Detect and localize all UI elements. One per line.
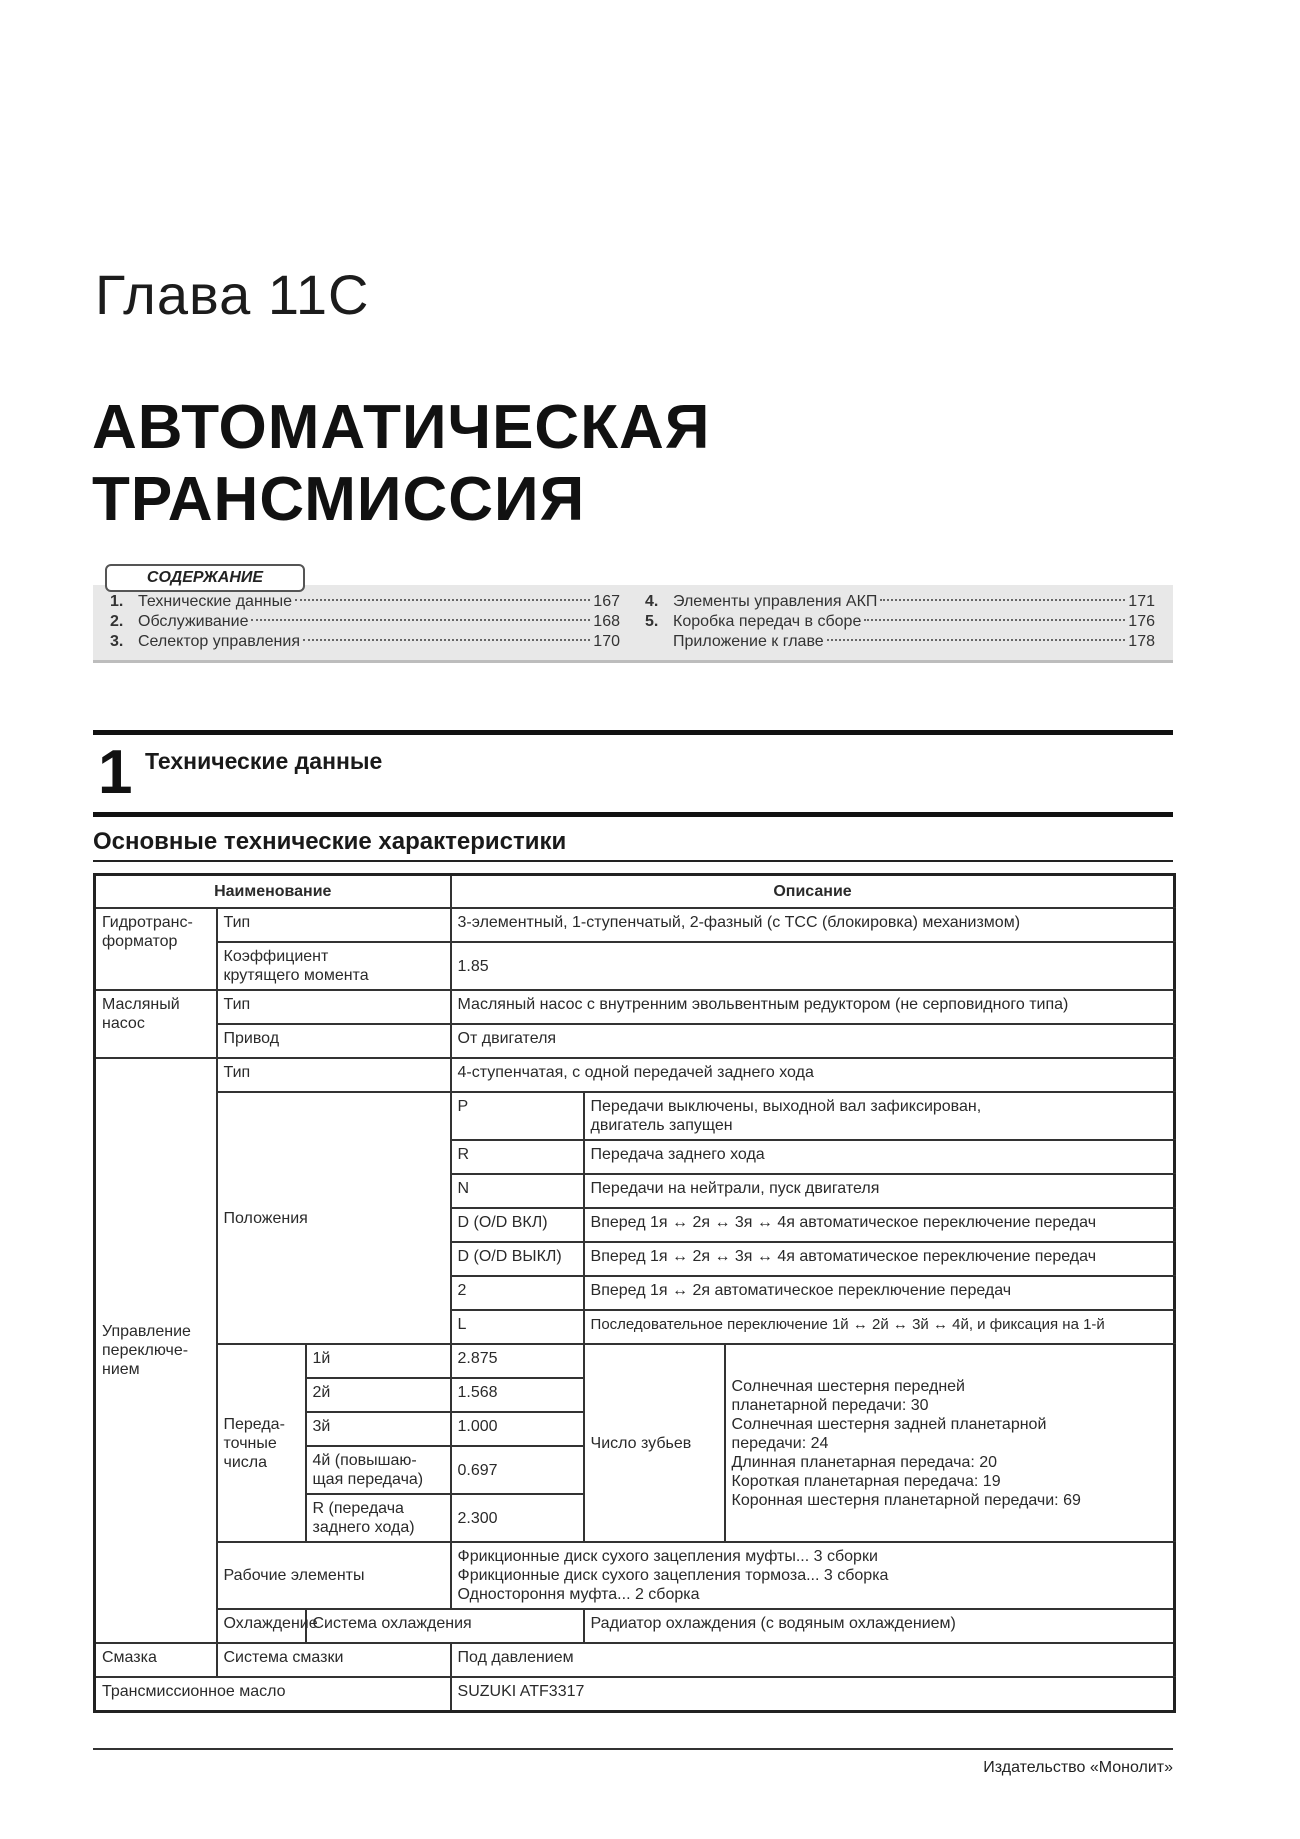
- label-cell: Система охлаждения: [306, 1609, 584, 1643]
- title-line-2: ТРАНСМИССИЯ: [92, 465, 586, 534]
- value-cell: Под давлением: [451, 1643, 1175, 1677]
- toc-item-label: Технические данные: [138, 593, 293, 610]
- table-row: [95, 1677, 1175, 1712]
- table-row: [95, 1609, 1175, 1643]
- ratio-value-cell: 1.568: [451, 1378, 584, 1412]
- toc-item-label: Селектор управления: [138, 633, 300, 650]
- gear-cell: R (передача заднего хода): [306, 1494, 451, 1542]
- position-cell: N: [451, 1174, 584, 1208]
- toc-item-number: 3.: [110, 633, 124, 650]
- table-row: [95, 1542, 1175, 1609]
- group-cell: Управление переключе- нием: [95, 1058, 217, 1643]
- value-cell: Фрикционные диск сухого зацепления муфты... 3 сборки Фрикционные диск сухого зацепления тормоза... 3 сборка Одностороння муфта... 2 сборка: [451, 1542, 1175, 1609]
- position-cell: 2: [451, 1276, 584, 1310]
- value-cell: 4-ступенчатая, с одной передачей заднего хода: [451, 1058, 1175, 1092]
- position-desc-cell: Вперед 1я ↔ 2я ↔ 3я ↔ 4я автоматическое переключение передач: [584, 1242, 1175, 1276]
- position-cell: D (O/D ВКЛ): [451, 1208, 584, 1242]
- toc-item-number: 2.: [110, 613, 124, 630]
- group-cell: Масляный насос: [95, 990, 217, 1058]
- ratio-value-cell: 2.875: [451, 1344, 584, 1378]
- toc-leader: [880, 599, 1125, 601]
- toc-leader: [295, 599, 590, 601]
- toc-item-number: 4.: [645, 593, 659, 610]
- position-desc-cell: Вперед 1я ↔ 2я автоматическое переключение передач: [584, 1276, 1175, 1310]
- toc-item-label: Коробка передач в сборе: [673, 613, 862, 630]
- header-name: Наименование: [95, 875, 451, 909]
- group-cell: Гидротранс- форматор: [95, 908, 217, 990]
- toc-leader: [251, 619, 590, 621]
- table-row: [95, 942, 1175, 990]
- table-row: [95, 1092, 1175, 1140]
- value-cell: 1.85: [451, 942, 1175, 990]
- toc-item-page: 170: [593, 633, 620, 650]
- position-desc-cell: Передача заднего хода: [584, 1140, 1175, 1174]
- toc-leader: [303, 639, 590, 641]
- toc-item-page: 176: [1128, 613, 1155, 630]
- header-desc: Описание: [451, 875, 1175, 909]
- spec-table: [93, 873, 1176, 1713]
- label-cell: Тип: [217, 908, 451, 942]
- value-cell: Радиатор охлаждения (с водяным охлаждением): [584, 1609, 1175, 1643]
- section-bottom-rule: [93, 812, 1173, 817]
- gear-cell: 1й: [306, 1344, 451, 1378]
- toc-item[interactable]: [110, 592, 620, 612]
- label-cell: Трансмиссионное масло: [95, 1677, 451, 1712]
- table-row: [95, 1058, 1175, 1092]
- position-cell: P: [451, 1092, 584, 1140]
- position-cell: R: [451, 1140, 584, 1174]
- label-cell: Коэффициент крутящего момента: [217, 942, 451, 990]
- position-desc-cell: Передачи выключены, выходной вал зафиксирован, двигатель запущен: [584, 1092, 1175, 1140]
- publisher-footer: Издательство «Монолит»: [983, 1759, 1173, 1776]
- table-row: [95, 908, 1175, 942]
- label-cell: Положения: [217, 1092, 451, 1344]
- toc-item[interactable]: [110, 632, 620, 652]
- value-cell: Масляный насос с внутренним эвольвентным редуктором (не серповидного типа): [451, 990, 1175, 1024]
- position-desc-cell: Вперед 1я ↔ 2я ↔ 3я ↔ 4я автоматическое переключение передач: [584, 1208, 1175, 1242]
- toc-item-label: Элементы управления АКП: [673, 593, 878, 610]
- footer-rule: [93, 1748, 1173, 1750]
- label-cell: Привод: [217, 1024, 451, 1058]
- toc-item-number: 5.: [645, 613, 659, 630]
- chapter-label: Глава 11С: [95, 263, 370, 326]
- toc-item-label: Обслуживание: [138, 613, 249, 630]
- value-cell: 3-элементный, 1-ступенчатый, 2-фазный (с TCC (блокировка) механизмом): [451, 908, 1175, 942]
- group-cell: Охлаждение: [217, 1609, 306, 1643]
- gear-cell: 2й: [306, 1378, 451, 1412]
- table-row: [95, 990, 1175, 1024]
- toc-item-page: 168: [593, 613, 620, 630]
- teeth-label-cell: Число зубьев: [584, 1344, 725, 1542]
- position-desc-cell: Передачи на нейтрали, пуск двигателя: [584, 1174, 1175, 1208]
- value-cell: SUZUKI ATF3317: [451, 1677, 1175, 1712]
- label-cell: Тип: [217, 990, 451, 1024]
- section-title: Технические данные: [145, 748, 383, 774]
- label-cell: Тип: [217, 1058, 451, 1092]
- ratios-label-cell: Переда- точные числа: [217, 1344, 306, 1542]
- label-cell: Система смазки: [217, 1643, 451, 1677]
- label-cell: Рабочие элементы: [217, 1542, 451, 1609]
- section-number: 1: [98, 738, 133, 807]
- position-cell: L: [451, 1310, 584, 1344]
- toc-left-column: [110, 592, 620, 652]
- toc-leader: [864, 619, 1125, 621]
- position-cell: D (O/D ВЫКЛ): [451, 1242, 584, 1276]
- group-cell: Смазка: [95, 1643, 217, 1677]
- ratio-value-cell: 1.000: [451, 1412, 584, 1446]
- toc-label: СОДЕРЖАНИЕ: [105, 564, 305, 592]
- value-cell: От двигателя: [451, 1024, 1175, 1058]
- toc-item-number: 1.: [110, 593, 124, 610]
- position-desc-cell: Последовательное переключение 1й ↔ 2й ↔ 3й ↔ 4й, и фиксация на 1-й: [584, 1310, 1175, 1344]
- teeth-value-cell: Солнечная шестерня передней планетарной передачи: 30 Солнечная шестерня задней планетарной передачи: 24 Длинная планетарная передача: 20 Короткая планетарная передача: 19 Коронная шестерня планетарной передачи: 69: [725, 1344, 1175, 1542]
- toc-item[interactable]: [645, 632, 1155, 652]
- gear-cell: 3й: [306, 1412, 451, 1446]
- title-line-1: АВТОМАТИЧЕСКАЯ: [92, 393, 711, 462]
- toc-item[interactable]: [645, 612, 1155, 632]
- ratio-value-cell: 0.697: [451, 1446, 584, 1494]
- section-top-rule: [93, 730, 1173, 735]
- subsection-title: Основные технические характеристики: [93, 828, 567, 855]
- toc-item-label: Приложение к главе: [673, 633, 824, 650]
- toc-item-page: 171: [1128, 593, 1155, 610]
- table-row: [95, 1643, 1175, 1677]
- gear-cell: 4й (повышаю- щая передача): [306, 1446, 451, 1494]
- toc-item[interactable]: [645, 592, 1155, 612]
- toc-right-column: [645, 592, 1155, 652]
- chapter-title: [92, 392, 710, 536]
- toc-item-page: 178: [1128, 633, 1155, 650]
- table-row: [95, 1024, 1175, 1058]
- toc-leader: [827, 639, 1126, 641]
- subsection-rule: [93, 860, 1173, 862]
- table-header-row: [95, 875, 1175, 909]
- toc-item[interactable]: [110, 612, 620, 632]
- table-row: [95, 1344, 1175, 1378]
- toc-item-page: 167: [593, 593, 620, 610]
- ratio-value-cell: 2.300: [451, 1494, 584, 1542]
